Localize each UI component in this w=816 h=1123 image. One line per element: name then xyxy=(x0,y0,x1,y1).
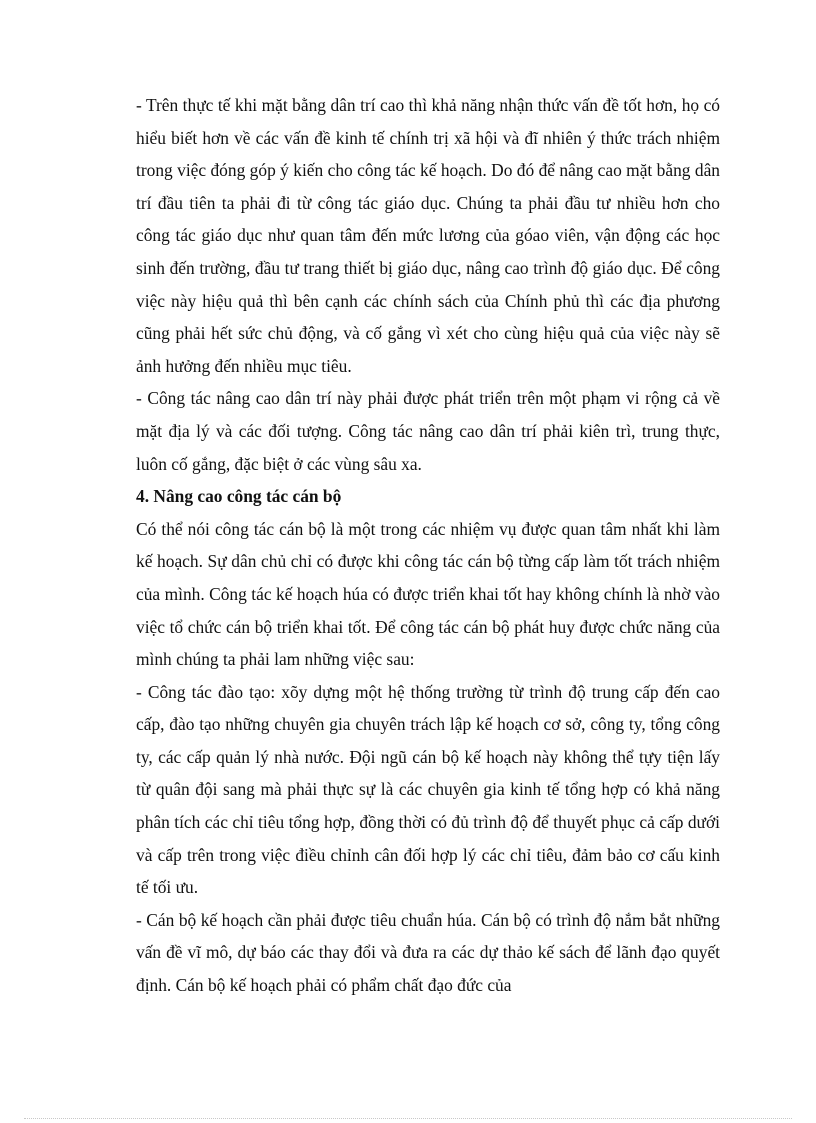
paragraph-standards: - Cán bộ kế hoạch cần phải được tiêu chuẩn húa. Cán bộ có trình độ nắm bắt những vấn đề vĩ mô, dự báo các thay đổi và đưa ra các dự thảo kế sách để lãnh đạo quyết định. Cán bộ kế hoạch phải có phẩm chất đạo đức của xyxy=(136,909,720,996)
paragraph-scope: - Công tác nâng cao dân trí này phải được phát triển trên một phạm vi rộng cả về mặt địa lý và các đối tượng. Công tác nâng cao dân trí phải kiên trì, trung thực, luôn cố gắng, đặc biệt ở các vùng sâu xa. xyxy=(136,388,720,474)
paragraph-training: - Công tác đào tạo: xõy dựng một hệ thống trường từ trình độ trung cấp đến cao cấp, đào tạo những chuyên gia chuyên trách lập kế hoạch cơ sở, công ty, tổng công ty, các cấp quản lý nhà nước. Đội ngũ cán bộ kế hoạch này không thể tựy tiện lấy từ quân đội sang mà phải thực sự là các chuyên gia kinh tế tổng hợp có khả năng phân tích các chỉ tiêu tổng hợp, đồng thời có đủ trình độ để thuyết phục cả cấp dưới và cấp trên trong việc điều chỉnh cân đối hợp lý các chỉ tiêu, đảm bảo cơ cấu kinh tế tối ưu. xyxy=(136,681,720,898)
document-body xyxy=(136,89,720,1002)
paragraph-cadre-intro: Có thể nói công tác cán bộ là một trong các nhiệm vụ được quan tâm nhất khi làm kế hoạch. Sự dân chủ chỉ có được khi công tác cán bộ từng cấp làm tốt trách nhiệm của mình. Công tác kế hoạch húa có được triển khai tốt hay không chính là nhờ vào việc tổ chức cán bộ triển khai tốt. Để công tác cán bộ phát huy được chức năng của mình chúng ta phải lam những việc sau: xyxy=(136,518,720,670)
page-bottom-divider xyxy=(24,1118,792,1119)
paragraph-education: - Trên thực tế khi mặt bằng dân trí cao thì khả năng nhận thức vấn đề tốt hơn, họ có hiểu biết hơn về các vấn đề kinh tế chính trị xã hội và đĩ nhiên ý thức trách nhiệm trong việc đóng góp ý kiến cho công tác kế hoạch. Do đó để nâng cao mặt bằng dân trí đầu tiên ta phải đi từ công tác giáo dục. Chúng ta phải đầu tư nhiều hơn cho công tác giáo dục như quan tâm đến mức lương của góao viên, vận động các học sinh đến trường, đầu tư trang thiết bị giáo dục, nâng cao trình độ giáo dục. Để công việc này hiệu quả thì bên cạnh các chính sách của Chính phủ thì các địa phương cũng phải hết sức chủ động, và cố gắng vì xét cho cùng hiệu quả của việc này sẽ ảnh hưởng đến nhiều mục tiêu. xyxy=(136,95,720,376)
section-heading: 4. Nâng cao công tác cán bộ xyxy=(136,486,342,507)
